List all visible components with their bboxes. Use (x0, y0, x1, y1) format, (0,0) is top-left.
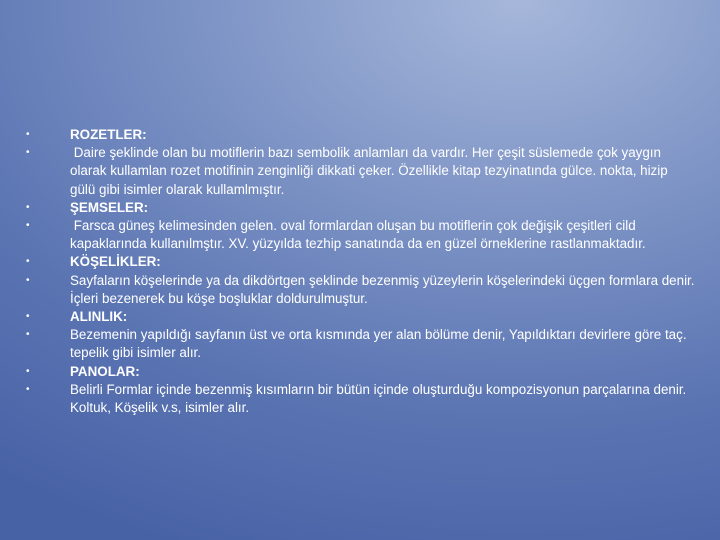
bullet-icon: • (26, 365, 30, 377)
list-item-alinlik-heading (26, 308, 696, 326)
bullet-icon: • (26, 311, 30, 323)
bullet-icon: • (26, 220, 30, 232)
bullet-icon: • (26, 383, 30, 395)
bullet-list (26, 126, 699, 417)
list-item-koselikler-body (26, 272, 699, 308)
list-item-panolar-heading (26, 363, 696, 381)
list-item-text: Sayfaların köşelerinde ya da dikdörtgen şeklinde bezenmiş yüzeylerin köşelerindeki üçgen formlara denir. İçleri bezenerek bu köşe boşluklar doldurulmuştur. (70, 272, 699, 306)
bullet-icon: • (26, 147, 30, 159)
list-item-alinlik-body (26, 326, 696, 362)
list-item-text: KÖŞELİKLER: (70, 254, 161, 270)
bullet-icon: • (26, 274, 30, 286)
list-item-rozetler-heading (26, 126, 696, 144)
list-item-text: Daire şeklinde olan bu motiflerin bazı sembolik anlamları da vardır. Her çeşit süslemede çok yaygın olarak kullamlan rozet motifinin zenginliği dikkati çeker. Özellikle kitap tezyinatında gülce. nokta, hizip gülü gibi isimler olarak kullamlmıştır. (70, 145, 672, 197)
list-item-panolar-body (26, 381, 696, 417)
list-item-text: ŞEMSELER: (70, 199, 149, 215)
list-item-koselikler-heading (26, 253, 696, 271)
list-item-text: Belirli Formlar içinde bezenmiş kısımların bir bütün içinde oluşturduğu kompozisyonun parçalarına denir. Koltuk, Köşelik v.s, isimler alır. (70, 381, 690, 416)
list-item-text: Bezemenin yapıldığı sayfanın üst ve orta kısmında yer alan bölüme denir, Yapıldıktarı devirlere göre taç. tepelik gibi isimler alır. (70, 327, 691, 361)
bullet-icon: • (26, 129, 30, 140)
bullet-icon: • (26, 329, 30, 341)
list-item-text: ALINLIK: (70, 309, 128, 325)
list-item-rozetler-body (26, 144, 696, 199)
bullet-icon: • (26, 201, 30, 213)
list-item-text: Farsca güneş kelimesinden gelen. oval formlardan oluşan bu motiflerin çok değişik çeşitleri cild kapaklarında kullanılmştır. XV. yüzyılda tezhip sanatında da en güzel örneklerine rastlanmaktadır. (70, 218, 646, 252)
list-item-text: ROZETLER: (70, 127, 147, 142)
list-item-semseler-body (26, 217, 696, 253)
list-item-text: PANOLAR: (70, 363, 140, 379)
bullet-icon: • (26, 256, 30, 268)
list-item-semseler-heading (26, 199, 696, 217)
